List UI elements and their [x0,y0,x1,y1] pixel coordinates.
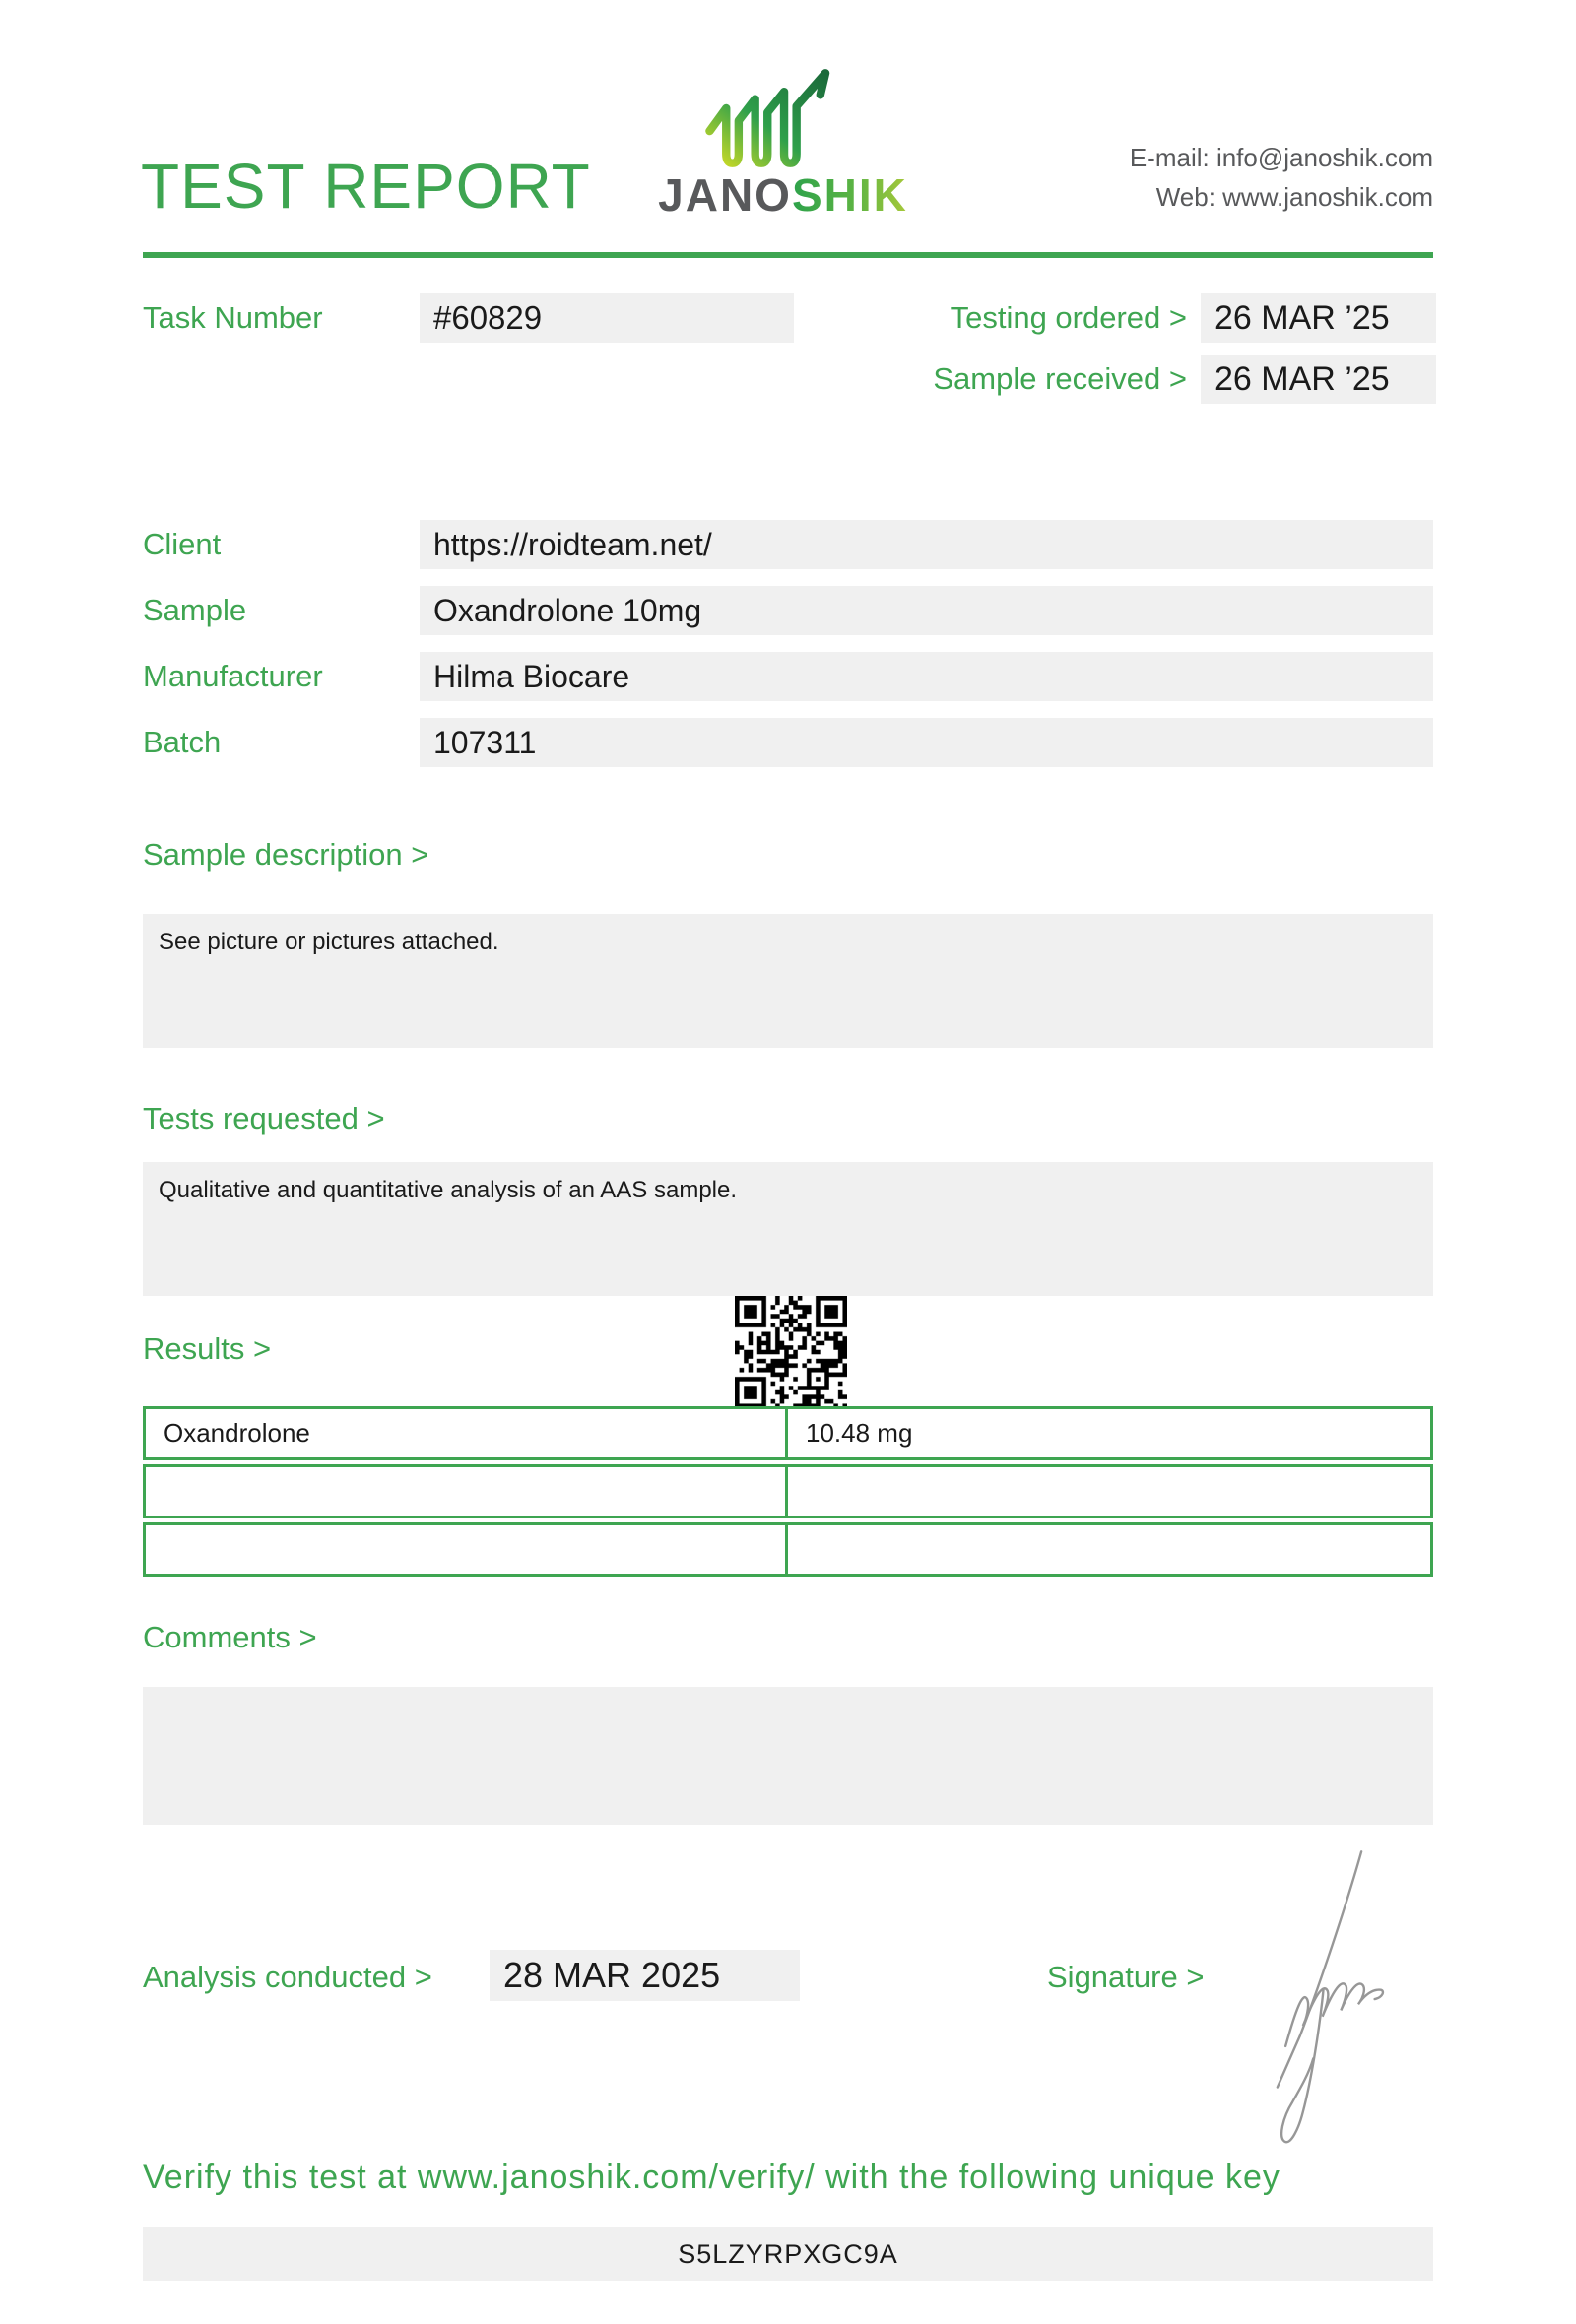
verify-instruction: Verify this test at www.janoshik.com/verify/ with the following unique key [143,2159,1280,2196]
client-label: Client [143,527,222,561]
page-title: TEST REPORT [141,151,591,222]
manufacturer-value: Hilma Biocare [420,652,1433,701]
client-value: https://roidteam.net/ [420,520,1433,569]
logo-wordmark [635,169,931,221]
unique-key-value: S5LZYRPXGC9A [143,2227,1433,2281]
batch-label: Batch [143,725,222,759]
tests-requested-heading: Tests requested > [143,1101,385,1135]
signature-label: Signature > [1047,1960,1205,1994]
result-substance-cell: Oxandrolone [146,1409,788,1457]
result-substance-cell [146,1525,788,1574]
tests-requested-box: Qualitative and quantitative analysis of an AAS sample. [143,1162,1433,1296]
contact-email: E-mail: info@janoshik.com [1129,143,1433,172]
results-table-row [143,1464,1433,1518]
result-amount-cell: 10.48 mg [806,1418,913,1448]
qr-code [735,1296,847,1408]
comments-box [143,1687,1433,1825]
task-number-label: Task Number [143,300,323,335]
results-heading: Results > [143,1331,272,1366]
results-table-row [143,1522,1433,1577]
logo-word-green: SHIK [791,169,908,221]
sample-value: Oxandrolone 10mg [420,586,1433,635]
logo-word-gray: JANO [658,169,792,221]
manufacturer-label: Manufacturer [143,659,323,693]
header-divider [143,252,1433,258]
sample-received-value: 26 MAR ’25 [1201,355,1436,404]
result-amount-cell [788,1467,1430,1516]
testing-ordered-value: 26 MAR ’25 [1201,293,1436,343]
batch-value: 107311 [420,718,1433,767]
sample-received-label: Sample received > [933,361,1187,396]
handwritten-signature [1269,1843,1397,2151]
result-substance-cell [146,1467,788,1516]
sample-description-heading: Sample description > [143,837,429,872]
sample-label: Sample [143,593,247,627]
janoshik-logo [635,67,931,221]
analysis-conducted-label: Analysis conducted > [143,1960,432,1994]
task-number-value: #60829 [420,293,794,343]
sample-description-box: See picture or pictures attached. [143,914,1433,1048]
contact-info [1130,138,1433,217]
result-amount-cell [788,1525,1430,1574]
analysis-date-value: 28 MAR 2025 [490,1950,800,2001]
results-table-row [143,1406,1433,1460]
comments-heading: Comments > [143,1620,317,1654]
contact-web: Web: www.janoshik.com [1155,182,1433,212]
testing-ordered-label: Testing ordered > [950,300,1187,335]
trend-chart-icon [690,67,877,170]
